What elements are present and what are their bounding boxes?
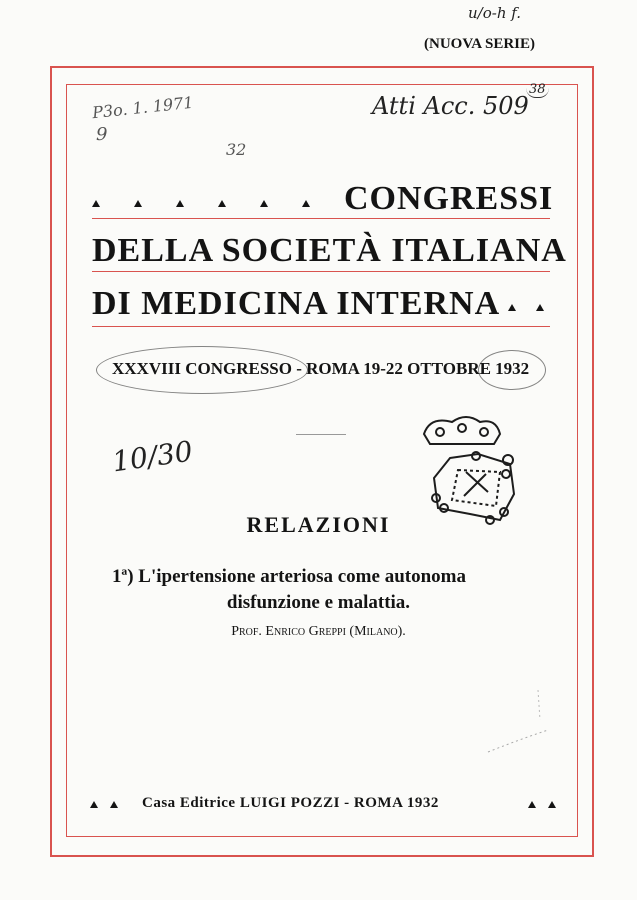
handwritten-circled-number: 38 [526,82,549,98]
report-number: 1ª) [112,566,134,587]
triangle-ornament [548,801,556,808]
report-title-line-2: disfunzione e malattia. [226,592,411,613]
handwritten-fraction-note: 10/30 [110,434,195,479]
title-divider-1 [92,218,550,219]
title-divider-3 [92,326,550,327]
title-line-medicina: DI MEDICINA INTERNA [92,285,501,322]
title-line-societa: DELLA SOCIETÀ ITALIANA [92,232,567,269]
handwritten-atti-reference: Atti Acc. 509 [372,92,529,120]
report-title-line-1 [112,566,466,588]
congress-line: XXXVIII CONGRESSO - ROMA 19-22 OTTOBRE 1932 [112,359,530,378]
series-label: (NUOVA SERIE) [424,36,535,52]
title-divider-2 [92,271,550,272]
pencil-scribble [478,680,568,760]
handwritten-number: 9 [96,124,108,145]
title-line-congressi: CONGRESSI [344,180,554,217]
decorative-triangles-row-2 [508,304,558,314]
section-title: RELAZIONI [246,512,391,537]
publisher-row [90,795,560,817]
handwritten-number-32: 32 [226,140,247,159]
publisher-line: Casa Editrice LUIGI POZZI - ROMA 1932 [142,795,439,811]
triangle-ornament [90,801,98,808]
pencil-dash [296,434,346,435]
report-author: Prof. Enrico Greppi (Milano). [231,624,406,639]
handwritten-date-note: P3o. 1. 1971 [91,92,195,123]
triangle-ornament [528,801,536,808]
report-title-text-1: L'ipertensione arteriosa come autonoma [138,566,466,587]
triangle-ornament [110,801,118,808]
handwritten-catalog-note: u/o-h f. [468,4,522,22]
